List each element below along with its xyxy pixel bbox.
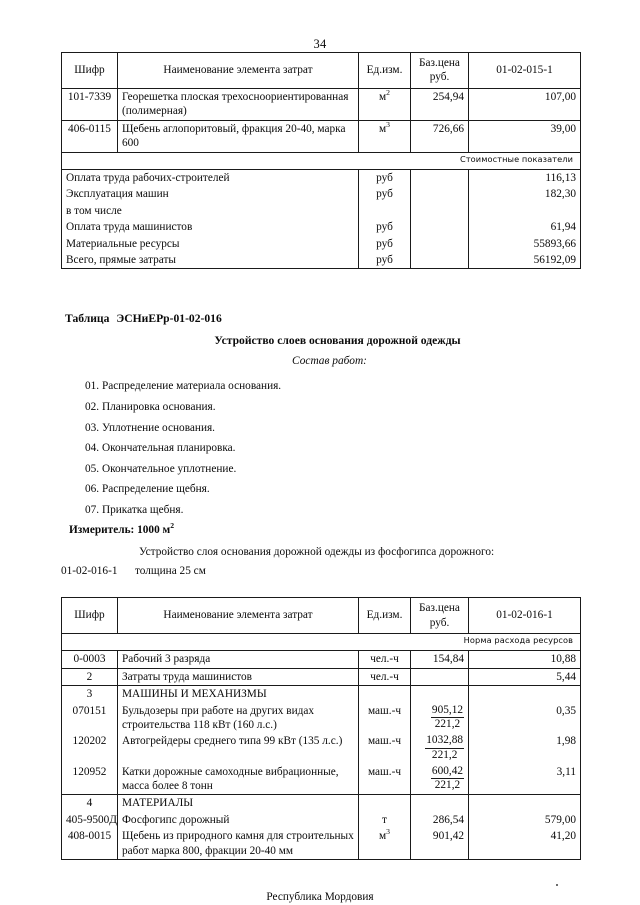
- list-item: 05. Окончательное уплотнение.: [85, 462, 237, 475]
- summary-base-price: [411, 219, 469, 235]
- row-code: 120952: [62, 764, 118, 795]
- row-code: 406-0115: [62, 120, 118, 152]
- table-row: [62, 120, 581, 152]
- table-header-row: [62, 598, 581, 634]
- row-unit: маш.-ч: [359, 703, 411, 734]
- band-row-cost-indicators: [62, 152, 581, 169]
- row-value: 3,11: [469, 764, 581, 795]
- row-value: 41,20: [469, 828, 581, 859]
- group-code: 4: [62, 795, 118, 812]
- table-row: [62, 828, 581, 859]
- header-base-price: [411, 53, 469, 89]
- row-base-price: 254,94: [411, 88, 469, 120]
- summary-unit: руб: [359, 236, 411, 252]
- summary-base-price: [411, 186, 469, 202]
- header-base-price: [411, 598, 469, 634]
- summary-name: Оплата труда машинистов: [62, 219, 359, 235]
- variant-code: 01-02-016-1: [61, 565, 118, 578]
- section-block: [61, 312, 580, 577]
- row-unit: маш.-ч: [359, 733, 411, 763]
- table-row: [62, 651, 581, 668]
- row-base-price: 286,54: [411, 812, 469, 828]
- summary-name: Всего, прямые затраты: [62, 252, 359, 269]
- row-name: Бульдозеры при работе на других видах строительства 118 кВт (160 л.с.): [118, 703, 359, 734]
- row-code: 0-0003: [62, 651, 118, 668]
- row-unit: маш.-ч: [359, 764, 411, 795]
- row-base-price: 726,66: [411, 120, 469, 152]
- header-name: Наименование элемента затрат: [118, 598, 359, 634]
- group-header-row: [62, 795, 581, 812]
- row-unit: чел.-ч: [359, 668, 411, 685]
- header-base-price-line2: руб.: [429, 616, 450, 629]
- spacer: [0, 269, 640, 312]
- header-unit: Ед.изм.: [359, 53, 411, 89]
- summary-row: [62, 203, 581, 219]
- variant-code-line: [61, 558, 580, 577]
- header-base-price-line1: Баз.цена: [419, 57, 460, 69]
- group-name: МАТЕРИАЛЫ: [118, 795, 359, 812]
- summary-value: 56192,09: [469, 252, 581, 269]
- summary-value: [469, 203, 581, 219]
- row-value: 1,98: [469, 733, 581, 763]
- list-item: 03. Уплотнение основания.: [85, 421, 216, 434]
- table-row: [62, 764, 581, 795]
- row-code: 120202: [62, 733, 118, 763]
- row-base-price: [411, 764, 469, 795]
- summary-unit: руб: [359, 252, 411, 269]
- summary-unit: руб: [359, 169, 411, 186]
- price-fraction: [431, 704, 464, 732]
- summary-value: 61,94: [469, 219, 581, 235]
- row-name: Щебень аглопоритовый, фракция 20-40, марка 600: [118, 120, 359, 152]
- band-label: Стоимостные показатели: [62, 152, 581, 169]
- table-row: [62, 703, 581, 734]
- row-base-price: 901,42: [411, 828, 469, 859]
- scan-speck: [556, 884, 558, 886]
- group-base-price: [411, 795, 469, 812]
- group-unit: [359, 686, 411, 703]
- table-row: [62, 668, 581, 685]
- row-name: Георешетка плоская трехосноориентированная (полимерная): [118, 88, 359, 120]
- meter-label: Измеритель: 1000 $м^2$: [69, 521, 175, 537]
- works-caption: Состав работ:: [292, 355, 367, 368]
- group-base-price: [411, 686, 469, 703]
- band-label: Норма расхода ресурсов: [62, 634, 581, 651]
- group-header-row: [62, 686, 581, 703]
- row-base-price: [411, 668, 469, 685]
- summary-base-price: [411, 236, 469, 252]
- page-footer: Республика Мордовия: [266, 891, 374, 904]
- row-name: Рабочий 3 разряда: [118, 651, 359, 668]
- group-name: МАШИНЫ И МЕХАНИЗМЫ: [118, 686, 359, 703]
- summary-value: 116,13: [469, 169, 581, 186]
- summary-row: [62, 219, 581, 235]
- table-row: [62, 88, 581, 120]
- band-row-resource-norms: [62, 634, 581, 651]
- resource-table-01-02-016-1: [61, 597, 581, 860]
- row-value: 579,00: [469, 812, 581, 828]
- price-numerator: 905,12: [431, 704, 464, 719]
- price-fraction: [425, 734, 464, 762]
- summary-base-price: [411, 169, 469, 186]
- group-unit: [359, 795, 411, 812]
- header-norm-code: 01-02-016-1: [469, 598, 581, 634]
- summary-row: [62, 169, 581, 186]
- price-denominator: 221,2: [434, 779, 461, 792]
- header-code: Шифр: [62, 53, 118, 89]
- price-numerator: 1032,88: [425, 734, 464, 749]
- summary-name: в том числе: [62, 203, 359, 219]
- summary-name: Материальные ресурсы: [62, 236, 359, 252]
- row-base-price: 154,84: [411, 651, 469, 668]
- group-code: 3: [62, 686, 118, 703]
- price-numerator: 600,42: [431, 765, 464, 780]
- row-code: 2: [62, 668, 118, 685]
- header-norm-code: 01-02-015-1: [469, 53, 581, 89]
- list-item: 02. Планировка основания.: [85, 400, 216, 413]
- header-code: Шифр: [62, 598, 118, 634]
- summary-row: [62, 236, 581, 252]
- summary-base-price: [411, 203, 469, 219]
- row-value: 39,00: [469, 120, 581, 152]
- row-name: Щебень из природного камня для строительных работ марка 800, фракции 20-40 мм: [118, 828, 359, 859]
- row-value: 10,88: [469, 651, 581, 668]
- row-base-price: [411, 733, 469, 763]
- variant-thickness: толщина 25 см: [135, 565, 206, 578]
- summary-value: 182,30: [469, 186, 581, 202]
- summary-base-price: [411, 252, 469, 269]
- row-unit: т: [359, 812, 411, 828]
- group-value: [469, 686, 581, 703]
- row-code: 070151: [62, 703, 118, 734]
- summary-row: [62, 186, 581, 202]
- row-name: Фосфогипс дорожный: [118, 812, 359, 828]
- row-value: 107,00: [469, 88, 581, 120]
- summary-value: 55893,66: [469, 236, 581, 252]
- table-row: [62, 812, 581, 828]
- section-table-label: [61, 312, 580, 325]
- table-header-row: [62, 53, 581, 89]
- summary-unit: [359, 203, 411, 219]
- list-item: 01. Распределение материала основания.: [85, 380, 282, 393]
- row-code: 408-0015: [62, 828, 118, 859]
- variant-description: Устройство слоя основания дорожной одежды из фосфогипса дорожного:: [139, 546, 495, 559]
- row-unit: чел.-ч: [359, 651, 411, 668]
- row-unit: $м^2$: [359, 88, 411, 120]
- row-name: Затраты труда машинистов: [118, 668, 359, 685]
- row-name: Автогрейдеры среднего типа 99 кВт (135 л.с.): [118, 733, 359, 763]
- list-item: 07. Прикатка щебня.: [85, 503, 184, 516]
- section-title: Устройство слоев основания дорожной одежды: [214, 334, 461, 348]
- group-value: [469, 795, 581, 812]
- row-code: 101-7339: [62, 88, 118, 120]
- row-unit: $м^3$: [359, 120, 411, 152]
- header-name: Наименование элемента затрат: [118, 53, 359, 89]
- summary-unit: руб: [359, 219, 411, 235]
- row-value: 5,44: [469, 668, 581, 685]
- section-label-code: ЭСНиЕРр-01-02-016: [116, 312, 222, 326]
- summary-name: Эксплуатация машин: [62, 186, 359, 202]
- summary-unit: руб: [359, 186, 411, 202]
- summary-row: [62, 252, 581, 269]
- summary-name: Оплата труда рабочих-строителей: [62, 169, 359, 186]
- row-code: 405-9500Д: [62, 812, 118, 828]
- list-item: 06. Распределение щебня.: [85, 483, 210, 496]
- section-label-prefix: Таблица: [65, 312, 110, 326]
- page-number: 34: [313, 37, 327, 51]
- cost-table-01-02-015-1: [61, 52, 581, 269]
- spacer: [0, 577, 640, 597]
- price-denominator: 221,2: [431, 748, 458, 761]
- price-denominator: 221,2: [434, 718, 461, 731]
- row-base-price: [411, 703, 469, 734]
- table-row: [62, 733, 581, 763]
- header-unit: Ед.изм.: [359, 598, 411, 634]
- header-base-price-line2: руб.: [429, 71, 450, 84]
- works-list: [61, 367, 580, 520]
- list-item: 04. Окончательная планировка.: [85, 442, 236, 455]
- row-name: Катки дорожные самоходные вибрационные, масса более 8 тонн: [118, 764, 359, 795]
- header-base-price-line1: Баз.цена: [419, 602, 460, 615]
- price-fraction: [431, 765, 464, 793]
- row-unit: $м^3$: [359, 828, 411, 859]
- row-value: 0,35: [469, 703, 581, 734]
